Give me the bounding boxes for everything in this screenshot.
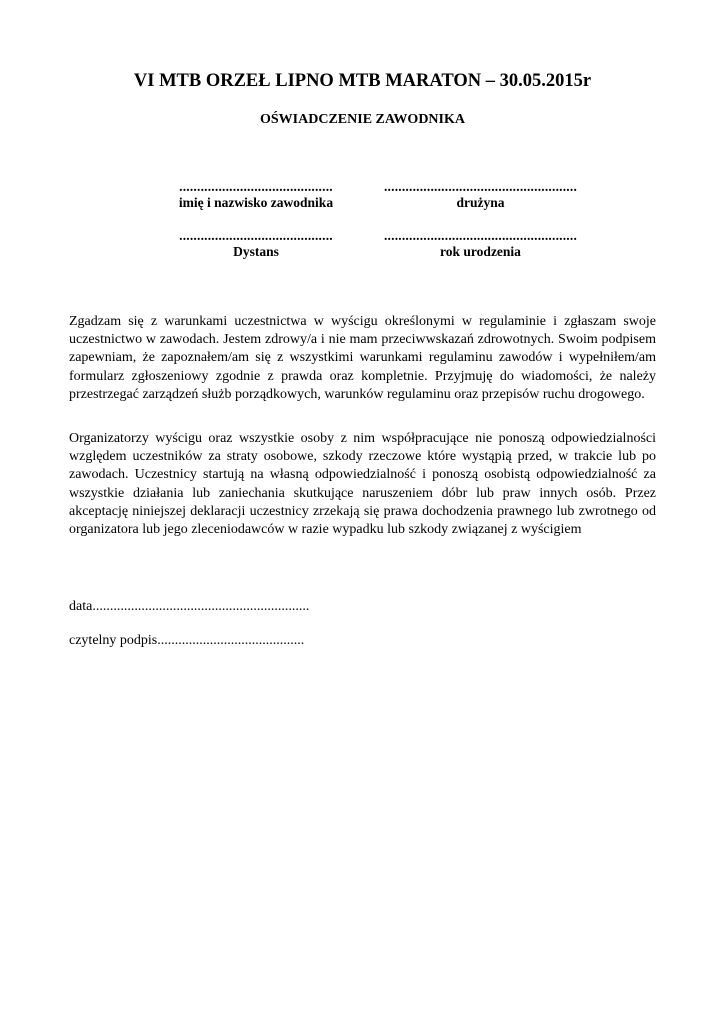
document-title: VI MTB ORZEŁ LIPNO MTB MARATON – 30.05.2015r [133, 71, 592, 91]
distance-field-label: Dystans [233, 244, 279, 259]
document-subtitle: OŚWIADCZENIE ZAWODNIKA [260, 112, 465, 127]
distance-field[interactable] [170, 229, 342, 261]
birth-year-field-label: rok urodzenia [440, 244, 521, 259]
birth-year-field-dots: ...................................................... [383, 229, 578, 243]
name-field-label: imię i nazwisko zawodnika [178, 195, 334, 210]
team-field-dots: ...................................................... [383, 180, 578, 194]
signature-line[interactable]: czytelny podpis.......................................... [69, 633, 305, 648]
team-field[interactable] [379, 180, 582, 212]
birth-year-field[interactable] [379, 229, 582, 261]
name-field-dots: ........................................... [179, 180, 333, 194]
consent-paragraph: Zgadzam się z warunkami uczestnictwa w wyścigu określonymi w regulaminie i zgłaszam swoje uczestnictwo w zawodach. Jestem zdrowy/a i nie mam przeciwwskazań zdrowotnych. Swoim podpisem zapewniam, że zapoznałem/am się z wszystkimi warunkami regulaminu zawodów i wypełniłem/am formularz zgłoszeniowy zgodnie z prawda oraz kompletnie. Przyjmuję do wiadomości, że należy przestrzegać zarządzeń służb porządkowych, warunków regulaminu oraz przepisów ruchu drogowego. [69, 314, 656, 402]
team-field-label: drużyna [456, 195, 505, 210]
name-field[interactable] [170, 180, 342, 212]
distance-field-dots: ........................................... [179, 229, 333, 243]
date-line[interactable]: data.............................................................. [69, 599, 310, 614]
liability-paragraph: Organizatorzy wyścigu oraz wszystkie osoby z nim współpracujące nie ponoszą odpowiedzialności względem uczestników za straty osobowe, szkody rzeczowe które wystąpią przed, w trakcie lub po zawodach. Uczestnicy startują na własną odpowiedzialność i ponoszą osobistą odpowiedzialność za wszystkie działania lub zaniechania skutkujące naruszeniem dóbr lub praw innych osób. Przez akceptację niniejszej deklaracji uczestnicy zrzekają się prawa dochodzenia prawnego lub zwrotnego od organizatora lub jego zleceniodawców w razie wypadku lub szkody związanej z wyścigiem [69, 431, 656, 538]
